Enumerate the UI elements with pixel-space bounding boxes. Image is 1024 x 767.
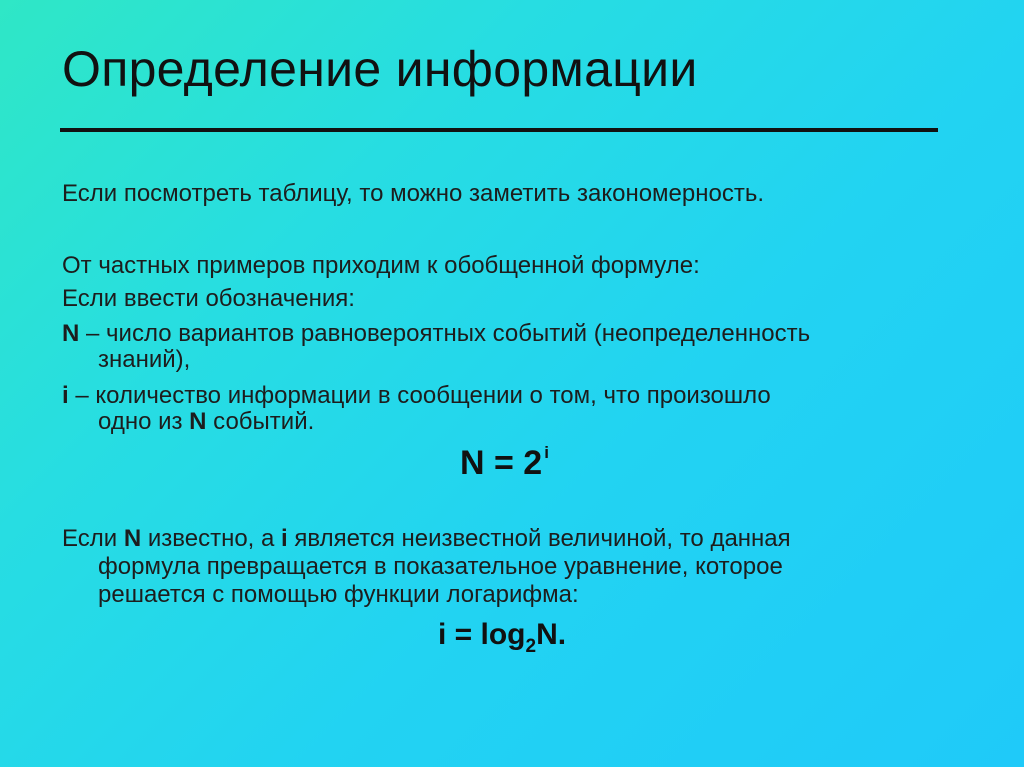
para4-text-a: Если [62, 525, 124, 552]
para4-symbol-n: N [123, 525, 142, 552]
formula1-base: N = 2 [460, 444, 543, 482]
formula2-rhs: N. [536, 618, 567, 651]
definition-i-continued-text-b: событий. [206, 408, 315, 435]
definition-n [62, 320, 810, 348]
paragraph-table-pattern: Если посмотреть таблицу, то можно заметить закономерность. [62, 180, 764, 207]
paragraph-log-condition [62, 525, 791, 553]
para4-text-b: известно, а [141, 525, 282, 552]
symbol-n: N [62, 320, 80, 347]
paragraph-general-formula: От частных примеров приходим к обобщенной формуле: [62, 252, 700, 279]
paragraph-notation-intro: Если ввести обозначения: [62, 285, 355, 312]
definition-n-text: – число вариантов равновероятных событий (неопределенность [79, 320, 811, 347]
slide-title: Определение информации [62, 41, 698, 97]
paragraph-log-line3: решается с помощью функции логарифма: [98, 581, 579, 608]
formula2-subscript: 2 [525, 636, 537, 657]
paragraph-log-line2: формула превращается в показательное уравнение, которое [98, 553, 783, 580]
para4-symbol-i: i [281, 525, 288, 552]
definition-i [62, 382, 771, 410]
definition-i-text: – количество информации в сообщении о том, что произошло [68, 382, 771, 409]
para4-text-c: является неизвестной величиной, то данная [287, 525, 791, 552]
definition-i-continued [98, 408, 314, 436]
definition-n-continued: знаний), [98, 346, 191, 373]
formula1-exponent: i [544, 443, 549, 462]
title-underline [60, 128, 938, 132]
formula-i-equals-log2-n [438, 618, 567, 657]
symbol-i: i [62, 382, 69, 409]
symbol-n-inline: N [189, 408, 207, 435]
definition-i-continued-text-a: одно из [98, 408, 190, 435]
formula-n-equals-2-pow-i [460, 444, 549, 483]
formula2-lhs: i = log [438, 618, 526, 651]
